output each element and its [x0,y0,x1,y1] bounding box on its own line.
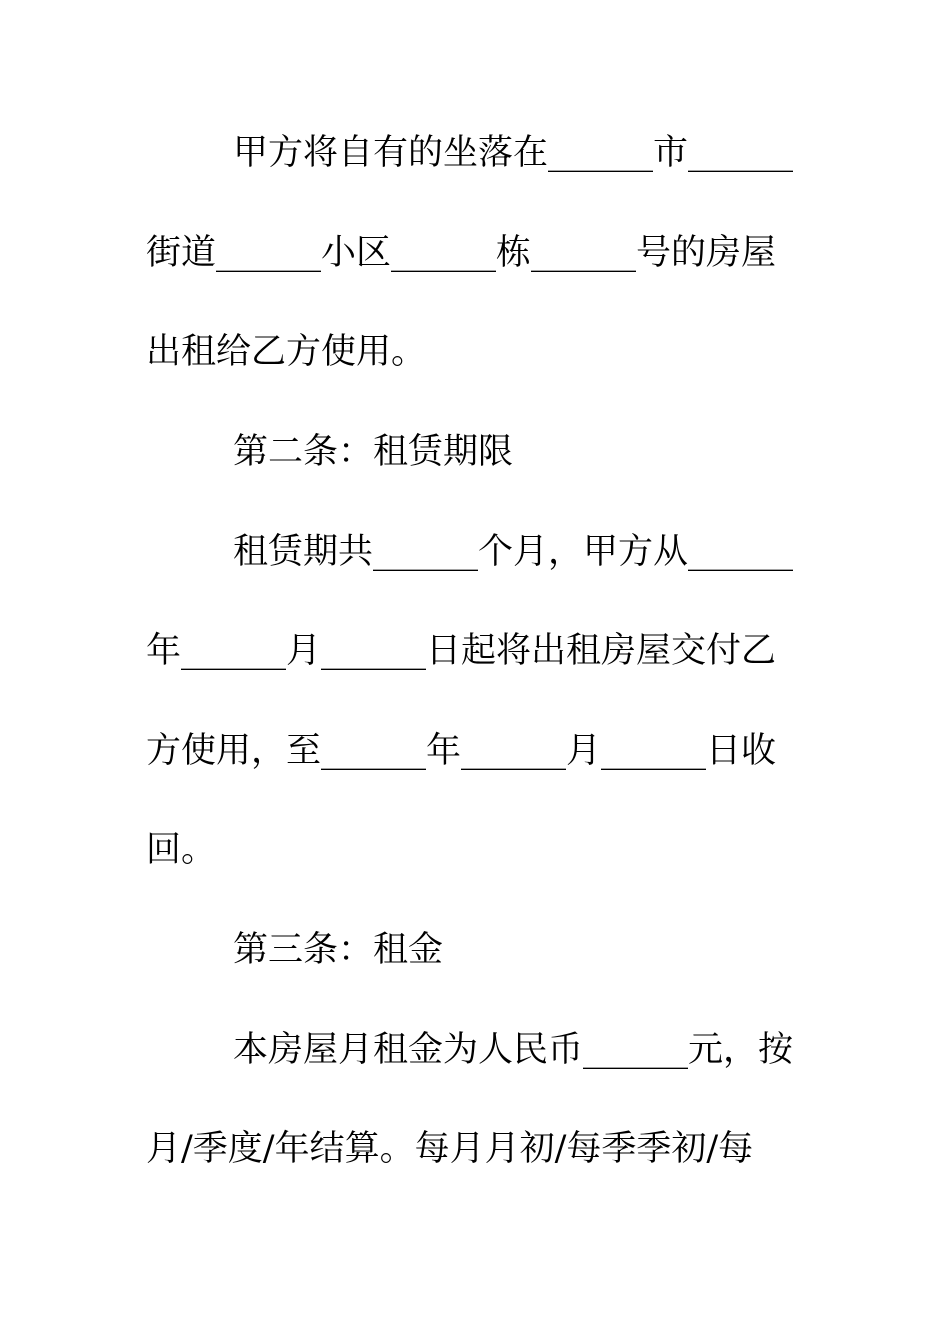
paragraph-line-4: 租赁期共______个月，甲方从______ [233,532,794,572]
paragraph-line-3: 出租给乙方使用。 [146,332,427,372]
section-heading-term: 第二条：租赁期限 [233,432,514,472]
paragraph-line-2: 街道______小区______栋______号的房屋 [146,233,777,273]
paragraph-line-6: 方使用，至______年______月______日收 [146,731,777,771]
paragraph-line-9: 月/季度/年结算。每月月初/每季季初/每 [146,1129,754,1169]
paragraph-line-8: 本房屋月租金为人民币______元，按 [233,1030,794,1070]
section-heading-rent: 第三条：租金 [233,930,444,970]
paragraph-line-5: 年______月______日起将出租房屋交付乙 [146,631,777,671]
paragraph-line-1: 甲方将自有的坐落在______市______ [233,133,794,173]
paragraph-line-7: 回。 [146,830,217,870]
